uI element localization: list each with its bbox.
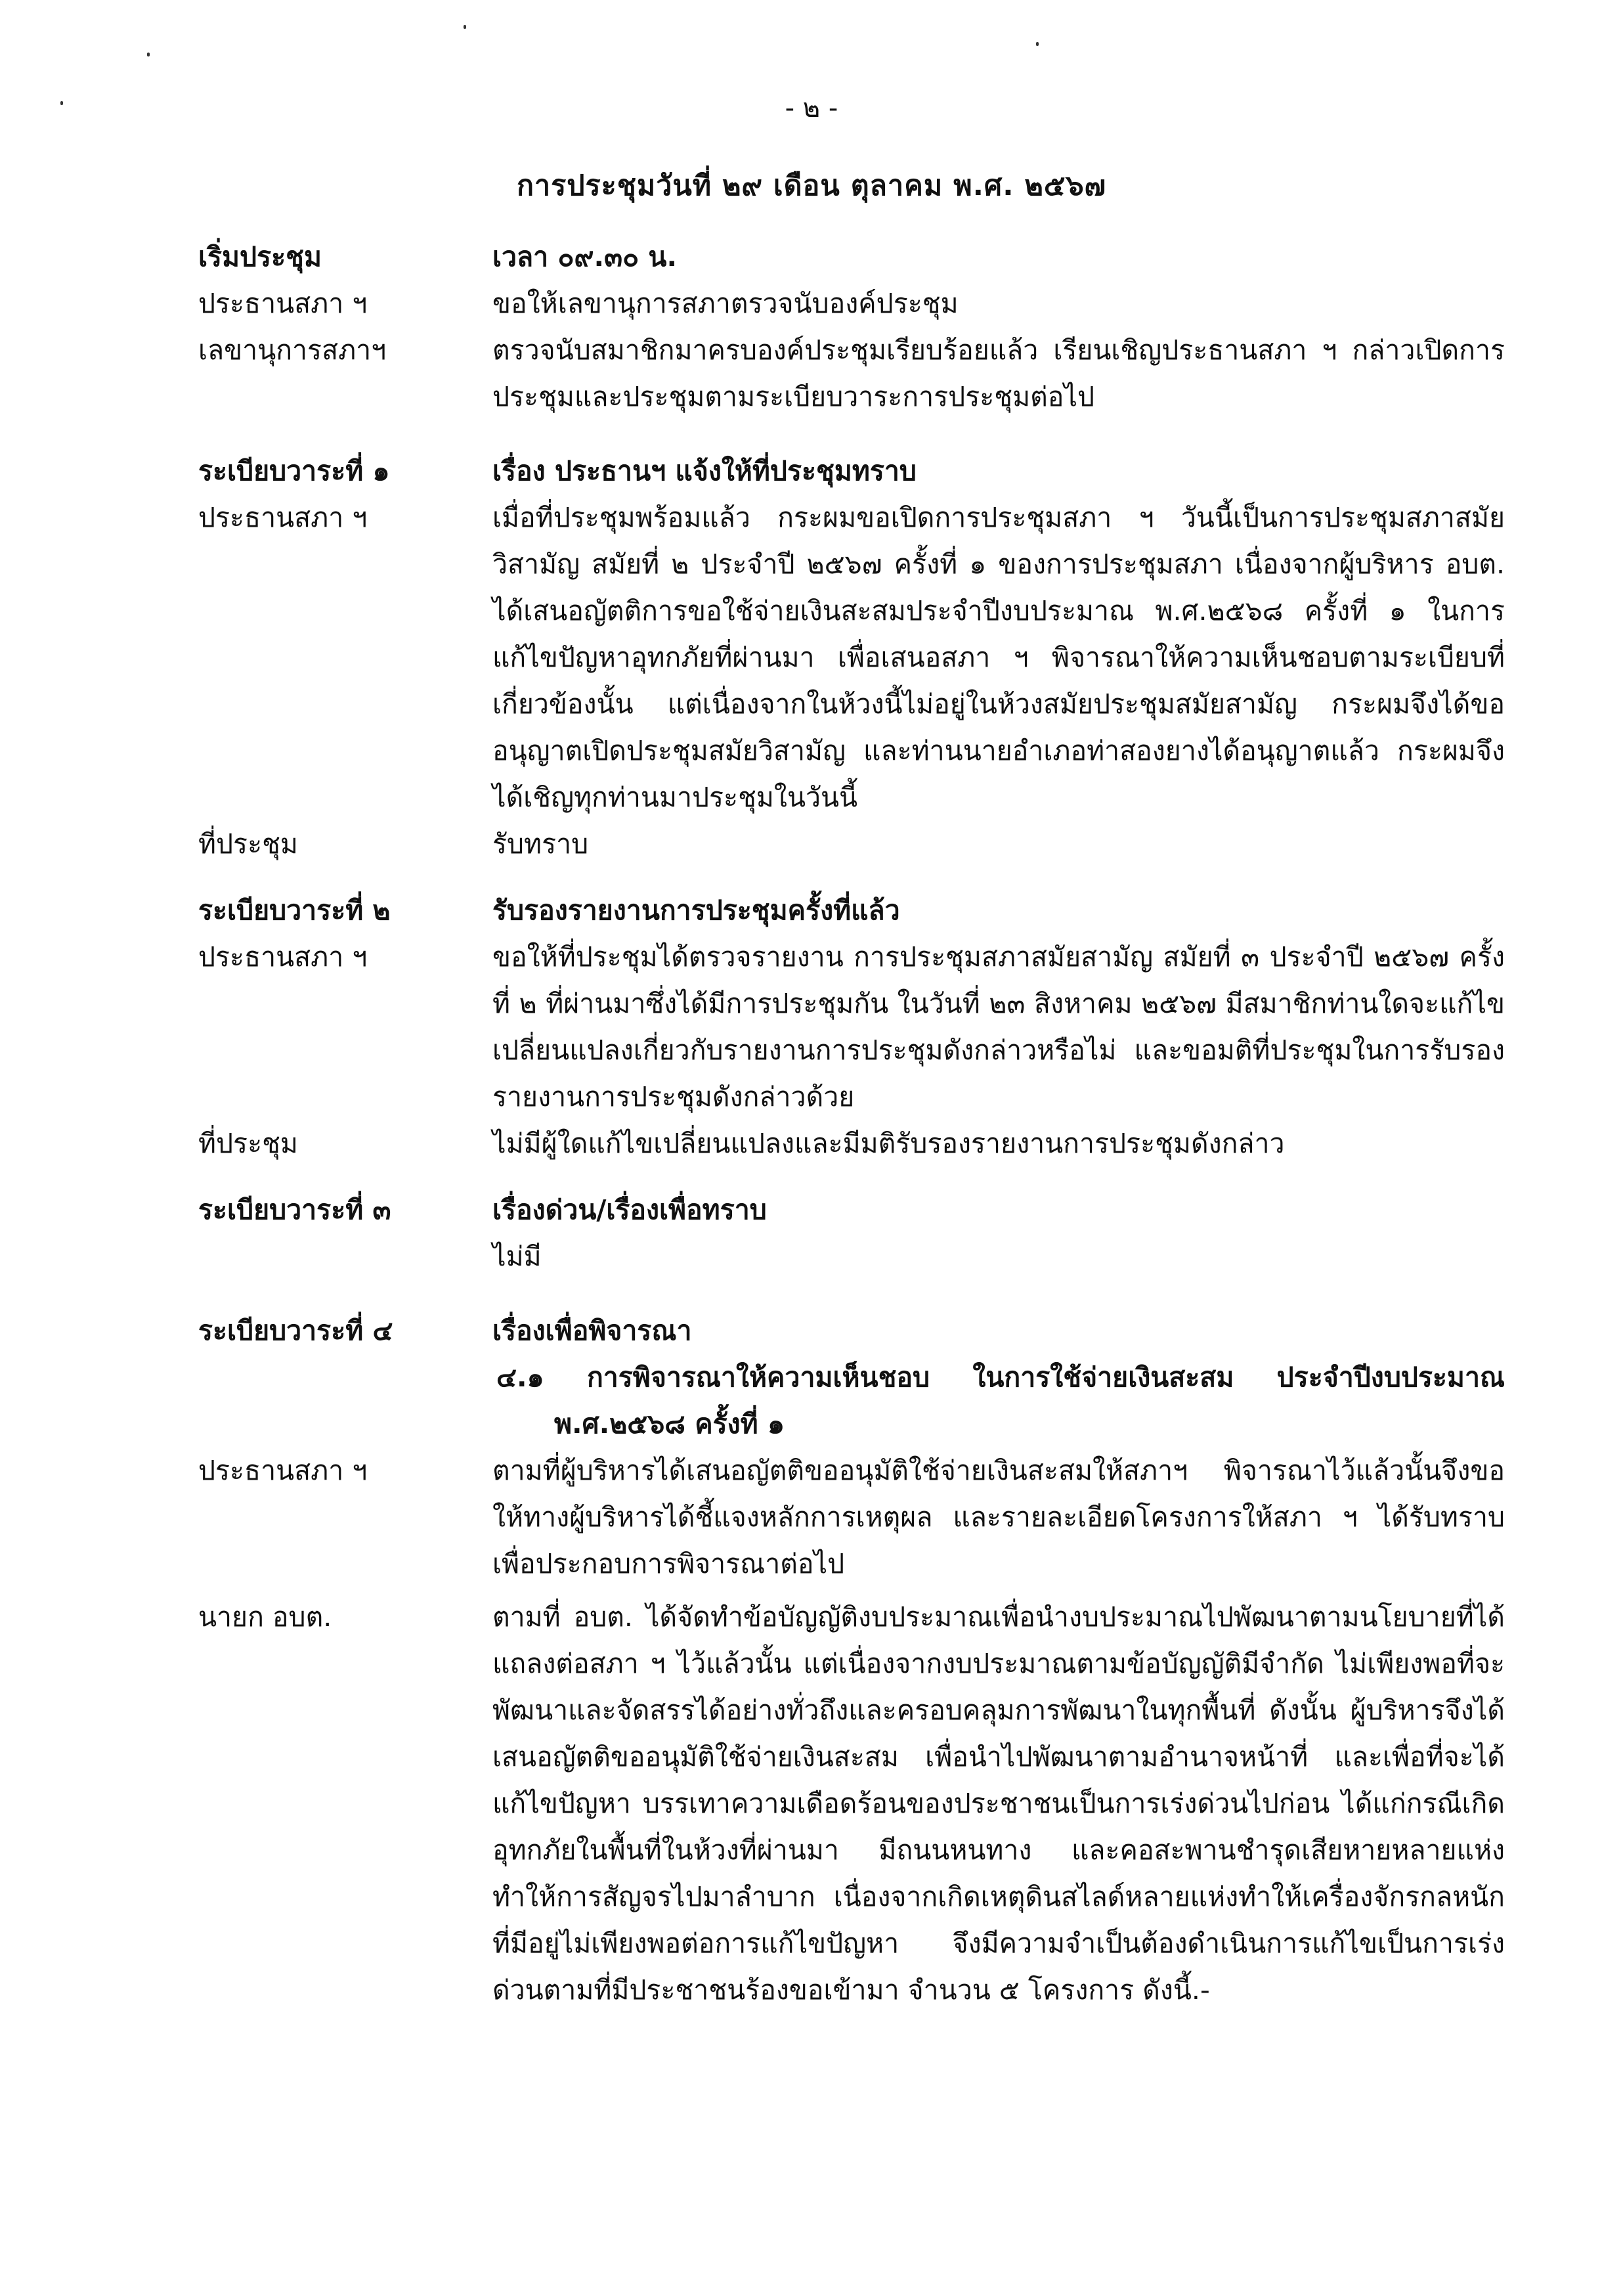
page-number: - ๒ -: [785, 93, 838, 123]
meeting-start-row: [198, 234, 1505, 280]
row-text: ตามที่ อบต. ได้จัดทำข้อบัญญัติงบประมาณเพื่อนำงบประมาณไปพัฒนาตามนโยบายที่ได้แถลงต่อสภา ฯ ไว้แล้วนั้น แต่เนื่องจากงบประมาณตามข้อบัญญัติมีจำกัด ไม่เพียงพอที่จะพัฒนาและจัดสรรได้อย่างทั่วถึงและครอบคลุมการพัฒนาในทุกพื้นที่ ดังนั้น ผู้บริหารจึงได้เสนอญัตติขออนุมัติใช้จ่ายเงินสะสม เพื่อนำไปพัฒนาตามอำนาจหน้าที่ และเพื่อที่จะได้แก้ไขปัญหา บรรเทาความเดือดร้อนของประชาชนเป็นการเร่งด่วนไปก่อน ได้แก่กรณีเกิดอุทกภัยในพื้นที่ในห้วงที่ผ่านมา มีถนนหนทาง และคอสะพานชำรุดเสียหายหลายแห่ง ทำให้การสัญจรไปมาลำบาก เนื่องจากเกิดเหตุดินสไลด์หลายแห่งทำให้เครื่องจักรกลหนักที่มีอยู่ไม่เพียงพอต่อการแก้ไขปัญหา จึงมีความจำเป็นต้องดำเนินการแก้ไขเป็นการเร่งด่วนตามที่มีประชาชนร้องขอเข้ามา จำนวน ๕ โครงการ ดังนี้.-: [492, 1601, 1505, 2006]
row-text: รับทราบ: [492, 828, 589, 860]
agenda-note: ไม่มี: [492, 1241, 542, 1272]
agenda-3-row: [198, 1187, 1505, 1280]
agenda-subtopic: ๔.๑ การพิจารณาให้ความเห็นชอบ ในการใช้จ่ายเงินสะสม ประจำปีงบประมาณ พ.ศ.๒๕๖๘ ครั้งที่ ๑: [496, 1361, 1505, 1440]
mayor-row: [198, 1594, 1505, 2014]
secretary-row: [198, 327, 1505, 420]
row-label: ประธานสภา ฯ: [198, 288, 368, 319]
row-label: ประธานสภา ฯ: [198, 502, 368, 533]
assembly-row: [198, 821, 1505, 868]
row-label: เริ่มประชุม: [198, 241, 322, 273]
row-text: ขอให้ที่ประชุมได้ตรวจรายงาน การประชุมสภาสมัยสามัญ สมัยที่ ๓ ประจำปี ๒๕๖๗ ครั้งที่ ๒ ที่ผ่านมาซึ่งได้มีการประชุมกัน ในวันที่ ๒๓ สิงหาคม ๒๕๖๗ มีสมาชิกท่านใดจะแก้ไขเปลี่ยนแปลงเกี่ยวกับรายงานการประชุมดังกล่าวหรือไม่ และขอมติที่ประชุมในการรับรองรายงานการประชุมดังกล่าวด้วย: [492, 941, 1505, 1113]
row-label: ที่ประชุม: [198, 828, 298, 860]
chairman-row: [198, 1447, 1505, 1587]
row-label: ประธานสภา ฯ: [198, 941, 368, 973]
row-text: เมื่อที่ประชุมพร้อมแล้ว กระผมขอเปิดการประชุมสภา ฯ วันนี้เป็นการประชุมสภาสมัยวิสามัญ สมัยที่ ๒ ประจำปี ๒๕๖๗ ครั้งที่ ๑ ของการประชุมสภา เนื่องจากผู้บริหาร อบต. ได้เสนอญัตติการขอใช้จ่ายเงินสะสมประจำปีงบประมาณ พ.ศ.๒๕๖๘ ครั้งที่ ๑ ในการแก้ไขปัญหาอุทกภัยที่ผ่านมา เพื่อเสนอสภา ฯ พิจารณาให้ความเห็นชอบตามระเบียบที่เกี่ยวข้องนั้น แต่เนื่องจากในห้วงนี้ไม่อยู่ในห้วงสมัยประชุมสมัยสามัญ กระผมจึงได้ขออนุญาตเปิดประชุมสมัยวิสามัญ และท่านนายอำเภอท่าสองยางได้อนุญาตแล้ว กระผมจึงได้เชิญทุกท่านมาประชุมในวันนี้: [492, 502, 1505, 813]
scan-speck: [464, 25, 466, 29]
row-text: ไม่มีผู้ใดแก้ไขเปลี่ยนแปลงและมีมติรับรองรายงานการประชุมดังกล่าว: [492, 1128, 1285, 1159]
agenda-title: รับรองรายงานการประชุมครั้งที่แล้ว: [492, 894, 900, 926]
row-text: ตรวจนับสมาชิกมาครบองค์ประชุมเรียบร้อยแล้ว เรียนเชิญประธานสภา ฯ กล่าวเปิดการประชุมและประชุมตามระเบียบวาระการประชุมต่อไป: [492, 334, 1505, 412]
chairman-row: [198, 934, 1505, 1120]
agenda-label: ระเบียบวาระที่ ๑: [198, 455, 390, 487]
row-label: ที่ประชุม: [198, 1128, 298, 1159]
agenda-title: เรื่อง ประธานฯ แจ้งให้ที่ประชุมทราบ: [492, 455, 917, 487]
meeting-title: การประชุมวันที่ ๒๙ เดือน ตุลาคม พ.ศ. ๒๕๖๗: [516, 169, 1107, 202]
row-label: นายก อบต.: [198, 1601, 332, 1633]
scan-speck: [147, 53, 150, 56]
row-text: เวลา ๐๙.๓๐ น.: [492, 241, 678, 273]
scan-speck: [1036, 42, 1039, 46]
agenda-1-row: [198, 448, 1505, 495]
assembly-row: [198, 1120, 1505, 1167]
agenda-4-row: [198, 1308, 1505, 1447]
row-text: ขอให้เลขานุการสภาตรวจนับองค์ประชุม: [492, 288, 959, 319]
row-label: ประธานสภา ฯ: [198, 1455, 368, 1486]
row-label: เลขานุการสภาฯ: [198, 334, 387, 366]
agenda-label: ระเบียบวาระที่ ๔: [198, 1315, 393, 1346]
chairman-row: [198, 495, 1505, 821]
agenda-title: เรื่องเพื่อพิจารณา: [492, 1315, 692, 1346]
agenda-label: ระเบียบวาระที่ ๓: [198, 1194, 391, 1225]
row-text: ตามที่ผู้บริหารได้เสนอญัตติขออนุมัติใช้จ่ายเงินสะสมให้สภาฯ พิจารณาไว้แล้วนั้นจึงขอให้ทางผู้บริหารได้ชี้แจงหลักการเหตุผล และรายละเอียดโครงการให้สภา ฯ ได้รับทราบเพื่อประกอบการพิจารณาต่อไป: [492, 1455, 1505, 1579]
agenda-label: ระเบียบวาระที่ ๒: [198, 894, 391, 926]
minutes-body: [198, 234, 1505, 2014]
agenda-2-row: [198, 887, 1505, 934]
agenda-title: เรื่องด่วน/เรื่องเพื่อทราบ: [492, 1194, 767, 1225]
chairman-row: [198, 280, 1505, 327]
